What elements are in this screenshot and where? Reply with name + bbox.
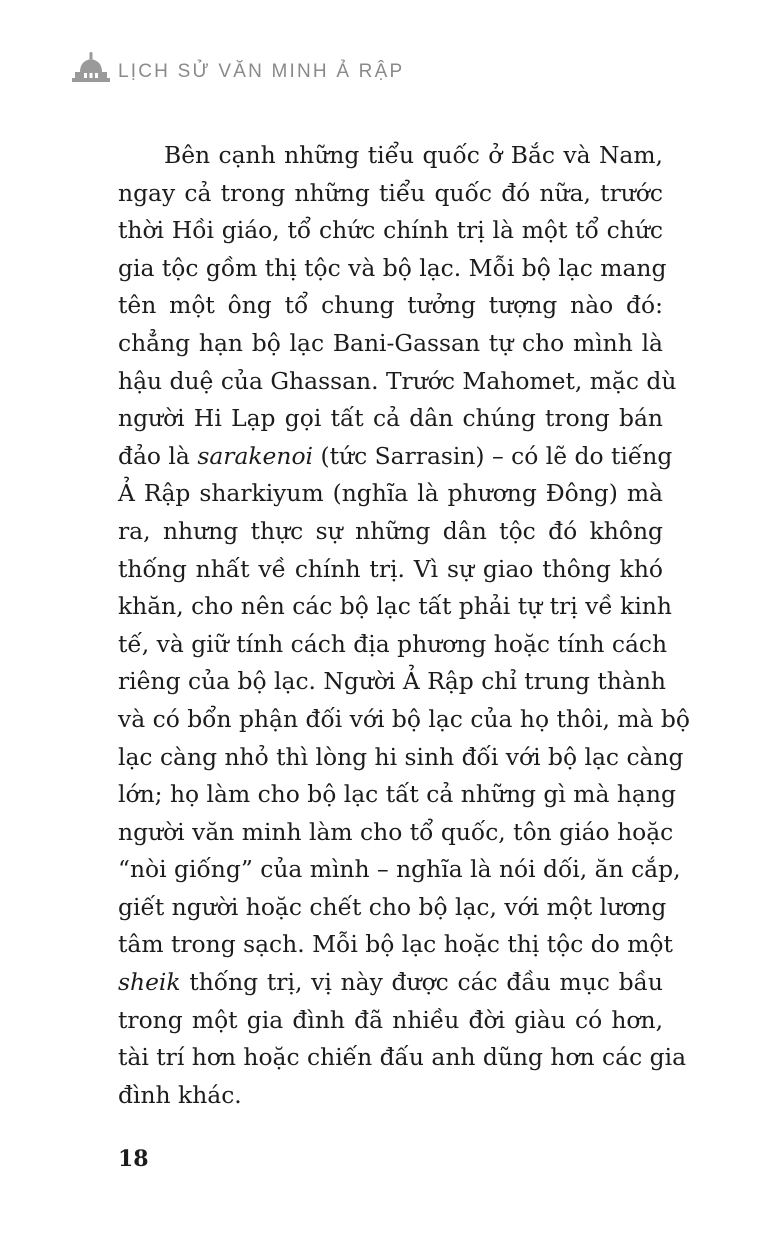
text-line: người Hi Lạp gọi tất cả dân chúng trong bán	[118, 404, 663, 433]
text-line: tài trí hơn hoặc chiến đấu anh dũng hơn các gia	[118, 1043, 687, 1072]
text-line: chẳng hạn bộ lạc Bani-Gassan tự cho mình là	[118, 328, 663, 357]
page-number: 18	[118, 1146, 149, 1172]
italic-term: sarakenoi	[197, 441, 314, 470]
text-segment: (tức Sarrasin) – có lẽ do tiếng	[313, 441, 673, 470]
text-line: thời Hồi giáo, tổ chức chính trị là một tổ chức	[118, 216, 663, 245]
text-segment: đảo là	[118, 441, 198, 470]
text-line: gia tộc gồm thị tộc và bộ lạc. Mỗi bộ lạc mang	[118, 253, 667, 282]
text-line: ngay cả trong những tiểu quốc đó nữa, trước	[118, 178, 663, 207]
text-line: tế, và giữ tính cách địa phương hoặc tính cách	[118, 629, 668, 658]
text-line: đình khác.	[118, 1080, 242, 1109]
text-line	[118, 438, 673, 476]
text-line: giết người hoặc chết cho bộ lạc, với một lương	[118, 892, 667, 921]
text-line: riêng của bộ lạc. Người Ả Rập chỉ trung thành	[118, 667, 666, 696]
running-header	[72, 52, 404, 84]
text-line: Bên cạnh những tiểu quốc ở Bắc và Nam,	[164, 141, 663, 169]
text-line: tên một ông tổ chung tưởng tượng nào đó:	[118, 291, 663, 320]
text-line: lớn; họ làm cho bộ lạc tất cả những gì mà hạng	[118, 780, 676, 809]
text-line: tâm trong sạch. Mỗi bộ lạc hoặc thị tộc do một	[118, 930, 673, 959]
text-line: khăn, cho nên các bộ lạc tất phải tự trị về kinh	[118, 592, 672, 621]
text-line: lạc càng nhỏ thì lòng hi sinh đối với bộ lạc càng	[118, 742, 684, 771]
running-header-title: LỊCH SỬ VĂN MINH Ả RẬP	[118, 60, 405, 82]
text-line: người văn minh làm cho tổ quốc, tôn giáo hoặc	[118, 817, 674, 846]
text-line: ra, nhưng thực sự những dân tộc đó không	[118, 516, 663, 545]
text-line	[118, 964, 663, 1002]
text-line: thống nhất về chính trị. Vì sự giao thông khó	[118, 554, 663, 583]
body-paragraph	[118, 137, 690, 1114]
text-line: “nòi giống” của mình – nghĩa là nói dối, ăn cắp,	[118, 855, 681, 884]
text-segment: thống trị, vị này được các đầu mục bầu	[180, 968, 663, 997]
italic-term: sheik	[118, 968, 181, 997]
text-line: Ả Rập sharkiyum (nghĩa là phương Đông) mà	[118, 479, 663, 508]
text-line: và có bổn phận đối với bộ lạc của họ thôi, mà bộ	[118, 704, 690, 733]
text-line: hậu duệ của Ghassan. Trước Mahomet, mặc dù	[118, 366, 677, 395]
text-line: trong một gia đình đã nhiều đời giàu có hơn,	[118, 1005, 663, 1034]
mosque-dome-icon	[72, 52, 110, 84]
